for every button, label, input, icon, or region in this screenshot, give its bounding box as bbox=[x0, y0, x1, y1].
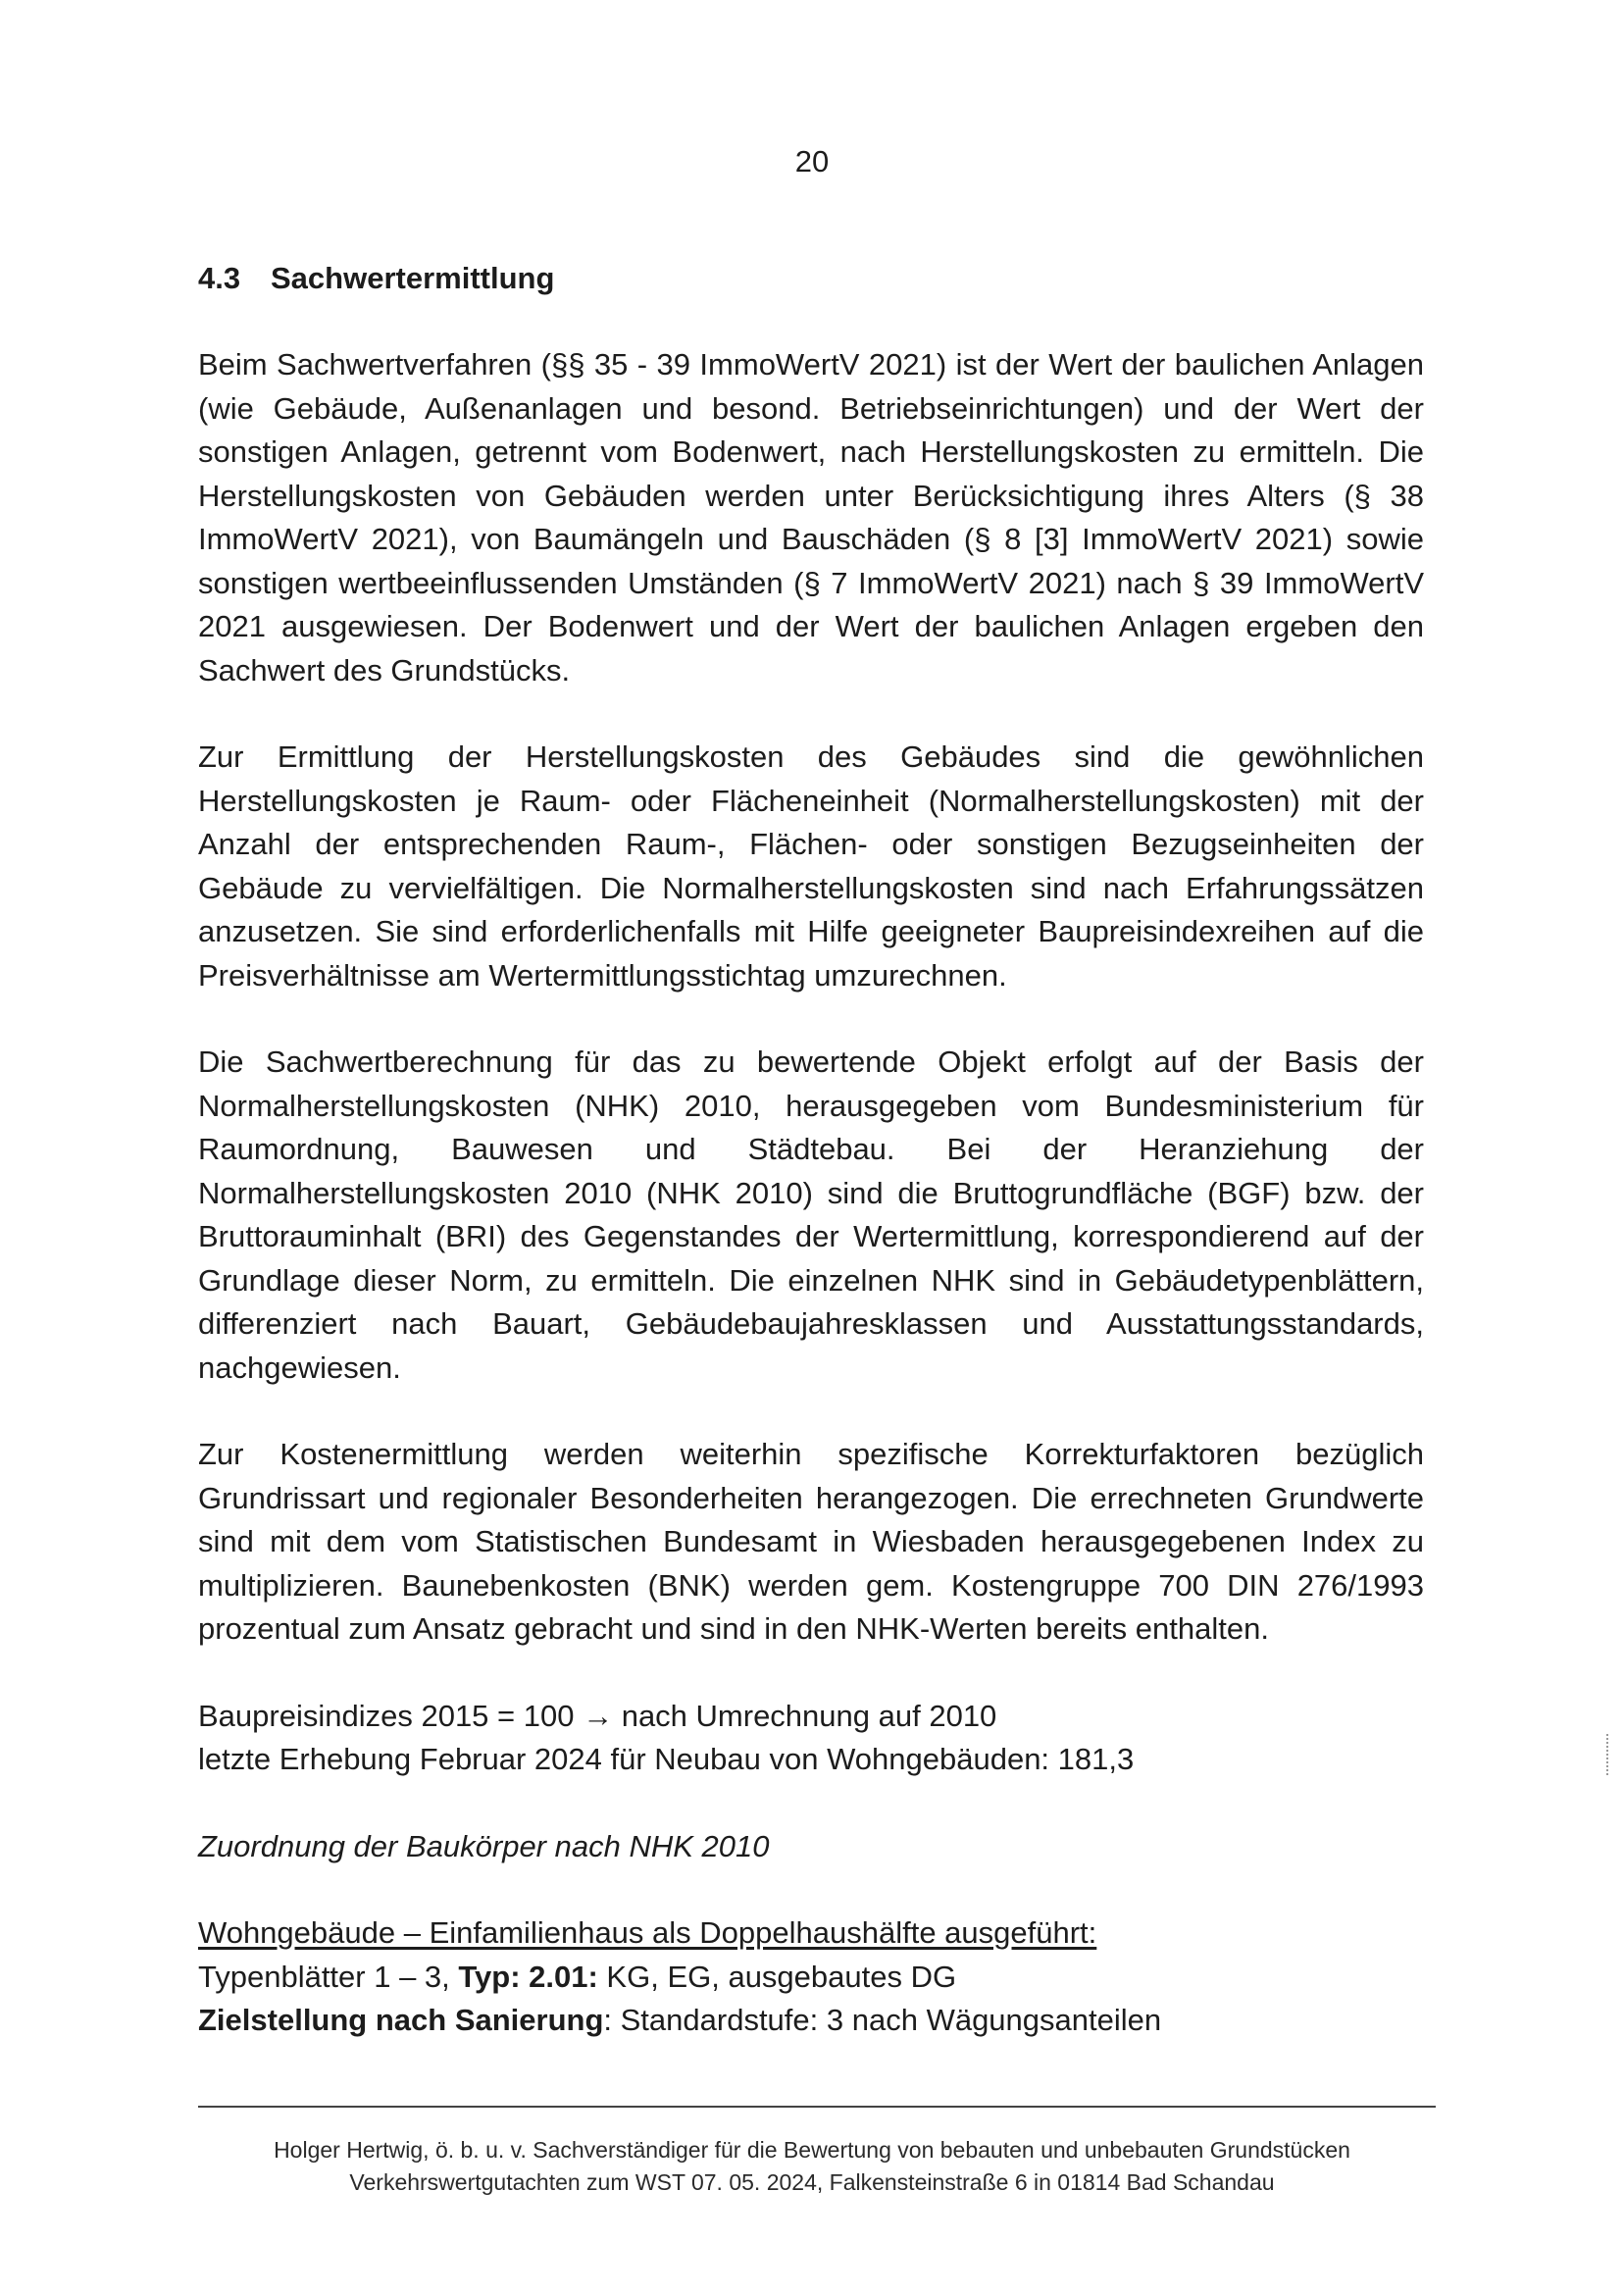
paragraph-herstellungskosten: Zur Ermittlung der Herstellungskosten des Gebäudes sind die gewöhnlichen Herstellungskosten je Raum- oder Flächeneinheit (Normalherstellungskosten) mit der Anzahl der entsprechenden Raum-, Flächen- oder sonstigen Bezugseinheiten der Gebäude zu vervielfältigen. Die Normalherstellungskosten sind nach Erfahrungssätzen anzusetzen. Sie sind erforderlichenfalls mit Hilfe geeigneter Baupreisindexreihen auf die Preisverhältnisse am Wertermittlungsstichtag umzurechnen. bbox=[198, 739, 1424, 993]
assignment-heading: Zuordnung der Baukörper nach NHK 2010 bbox=[198, 1828, 770, 1863]
type-label: Typ: 2.01: bbox=[458, 1959, 598, 1994]
index-line-survey: letzte Erhebung Februar 2024 für Neubau von Wohngebäuden: 181,3 bbox=[198, 1742, 1135, 1776]
building-title: Wohngebäude – Einfamilienhaus als Doppelhaushälfte ausgeführt: bbox=[198, 1915, 1097, 1950]
section-title: Sachwertermittlung bbox=[271, 261, 555, 295]
paragraph-sachwertverfahren: Beim Sachwertverfahren (§§ 35 - 39 ImmoWertV 2021) ist der Wert der baulichen Anlagen (wie Gebäude, Außenanlagen und besond. Betriebseinrichtungen) und der Wert der sonstigen Anlagen, getrennt vom Bodenwert, nach Herstellungskosten zu ermitteln. Die Herstellungskosten von Gebäuden werden unter Berücksichtigung ihres Alters (§ 38 ImmoWertV 2021), von Baumängeln und Bauschäden (§ 8 [3] ImmoWertV 2021) sowie sonstigen wertbeeinflussenden Umständen (§ 7 ImmoWertV 2021) nach § 39 ImmoWertV 2021 ausgewiesen. Der Bodenwert und der Wert der baulichen Anlagen ergeben den Sachwert des Grundstücks. bbox=[198, 347, 1424, 688]
goal-value: : Standardstufe: 3 nach Wägungsanteilen bbox=[603, 2003, 1162, 2037]
paragraph-nhk-2010: Die Sachwertberechnung für das zu bewertende Objekt erfolgt auf der Basis der Normalherstellungskosten (NHK) 2010, herausgegeben vom Bundesministerium für Raumordnung, Bauwesen und Städtebau. Bei der Heranziehung der Normalherstellungskosten 2010 (NHK 2010) sind die Bruttogrundfläche (BGF) bzw. der Bruttorauminhalt (BRI) des Gegenstandes der Wertermittlung, korrespondierend auf der Grundlage dieser Norm, zu ermitteln. Die einzelnen NHK sind in Gebäudetypenblättern, differenziert nach Bauart, Gebäudebaujahresklassen und Ausstattungsstandards, nachgewiesen. bbox=[198, 1045, 1424, 1385]
scan-artifact bbox=[1606, 1734, 1610, 1775]
types-prefix: Typenblätter 1 – 3, bbox=[198, 1959, 459, 1994]
section-heading bbox=[198, 257, 1424, 300]
page-footer bbox=[0, 2134, 1624, 2199]
footer-divider bbox=[198, 2106, 1436, 2108]
building-goal bbox=[198, 1999, 1424, 2043]
building-types bbox=[198, 1956, 1424, 2000]
footer-author-line: Holger Hertwig, ö. b. u. v. Sachverständiger für die Bewertung von bebauten und unbebauten Grundstücken bbox=[274, 2137, 1350, 2163]
goal-label: Zielstellung nach Sanierung bbox=[198, 2003, 604, 2037]
index-block bbox=[198, 1695, 1424, 1782]
page-number: 20 bbox=[794, 144, 830, 178]
type-value: KG, EG, ausgebautes DG bbox=[597, 1959, 957, 1994]
index-line-basis: Baupreisindizes 2015 = 100 → nach Umrechnung auf 2010 bbox=[198, 1698, 997, 1733]
document-body bbox=[198, 257, 1424, 2043]
building-block bbox=[198, 1911, 1424, 2043]
section-number: 4.3 bbox=[198, 261, 241, 295]
paragraph-kostenermittlung: Zur Kostenermittlung werden weiterhin spezifische Korrekturfaktoren bezüglich Grundrissart und regionaler Besonderheiten herangezogen. Die errechneten Grundwerte sind mit dem vom Statistischen Bundesamt in Wiesbaden herausgegebenen Index zu multiplizieren. Baunebenkosten (BNK) werden gem. Kostengruppe 700 DIN 276/1993 prozentual zum Ansatz gebracht und sind in den NHK-Werten bereits enthalten. bbox=[198, 1437, 1424, 1646]
footer-report-line: Verkehrswertgutachten zum WST 07. 05. 2024, Falkensteinstraße 6 in 01814 Bad Schandau bbox=[349, 2169, 1275, 2195]
